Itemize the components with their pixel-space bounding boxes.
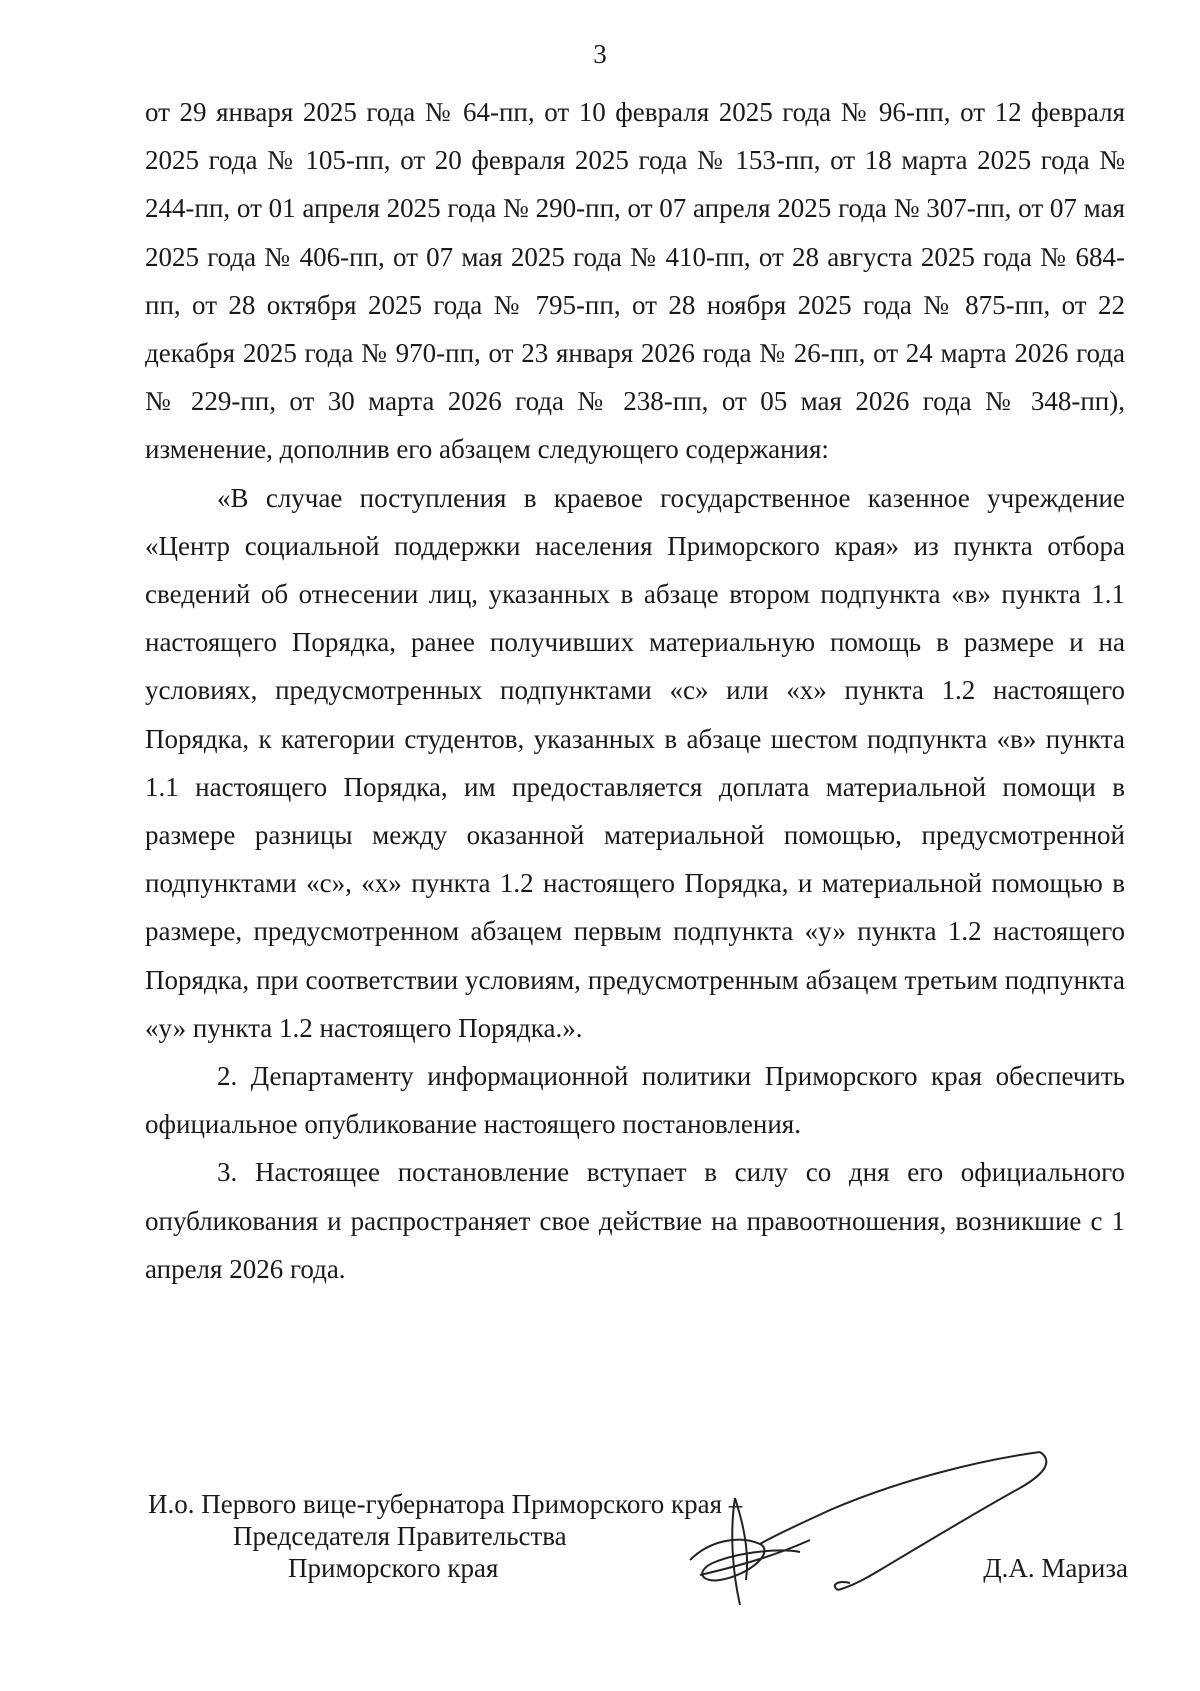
page-number: 3: [593, 39, 607, 69]
signatory-title-line-1: И.о. Первого вице-губернатора Приморского края –: [148, 1489, 743, 1519]
paragraph-item-2: 2. Департаменту информационной политики Приморского края обеспечить официальное опубликование настоящего постановления.: [145, 1061, 1125, 1140]
document-body: [145, 88, 1125, 1293]
paragraph-amendment-list: от 29 января 2025 года № 64-пп, от 10 февраля 2025 года № 96-пп, от 12 февраля 2025 года № 105-пп, от 20 февраля 2025 года № 153-пп, от 18 марта 2025 года № 244-пп, от 01 апреля 2025 года № 290-пп, от 07 апреля 2025 года № 307-пп, от 07 мая 2025 года № 406-пп, от 07 мая 2025 года № 410-пп, от 28 августа 2025 года № 684-пп, от 28 октября 2025 года № 795-пп, от 28 ноября 2025 года № 875-пп, от 22 декабря 2025 года № 970-пп, от 23 января 2026 года № 26-пп, от 24 марта 2026 года № 229-пп, от 30 марта 2026 года № 238-пп, от 05 мая 2026 года № 348-пп), изменение, дополнив его абзацем следующего содержания:: [145, 97, 1125, 465]
signer-name: Д.А. Мариза: [983, 1553, 1128, 1583]
signatory-title: [148, 1488, 742, 1584]
handwritten-signature: [680, 1440, 1100, 1610]
paragraph-item-3: 3. Настоящее постановление вступает в силу со дня его официального опубликования и распространяет свое действие на правоотношения, возникшие с 1 апреля 2026 года.: [145, 1157, 1125, 1284]
paragraph-new-clause: «В случае поступления в краевое государственное казенное учреждение «Центр социальной поддержки населения Приморского края» из пункта отбора сведений об отнесении лиц, указанных в абзаце втором подпункта «в» пункта 1.1 настоящего Порядка, ранее получивших материальную помощь в размере и на условиях, предусмотренных подпунктами «с» или «х» пункта 1.2 настоящего Порядка, к категории студентов, указанных в абзаце шестом подпункта «в» пункта 1.1 настоящего Порядка, им предоставляется доплата материальной помощи в размере разницы между оказанной материальной помощью, предусмотренной подпунктами «с», «х» пункта 1.2 настоящего Порядка, и материальной помощью в размере, предусмотренном абзацем первым подпункта «у» пункта 1.2 настоящего Порядка, при соответствии условиям, предусмотренным абзацем третьим подпункта «у» пункта 1.2 настоящего Порядка.».: [145, 482, 1125, 1043]
signatory-title-line-3: Приморского края: [288, 1553, 499, 1583]
signatory-title-line-2: Председателя Правительства: [233, 1521, 567, 1551]
